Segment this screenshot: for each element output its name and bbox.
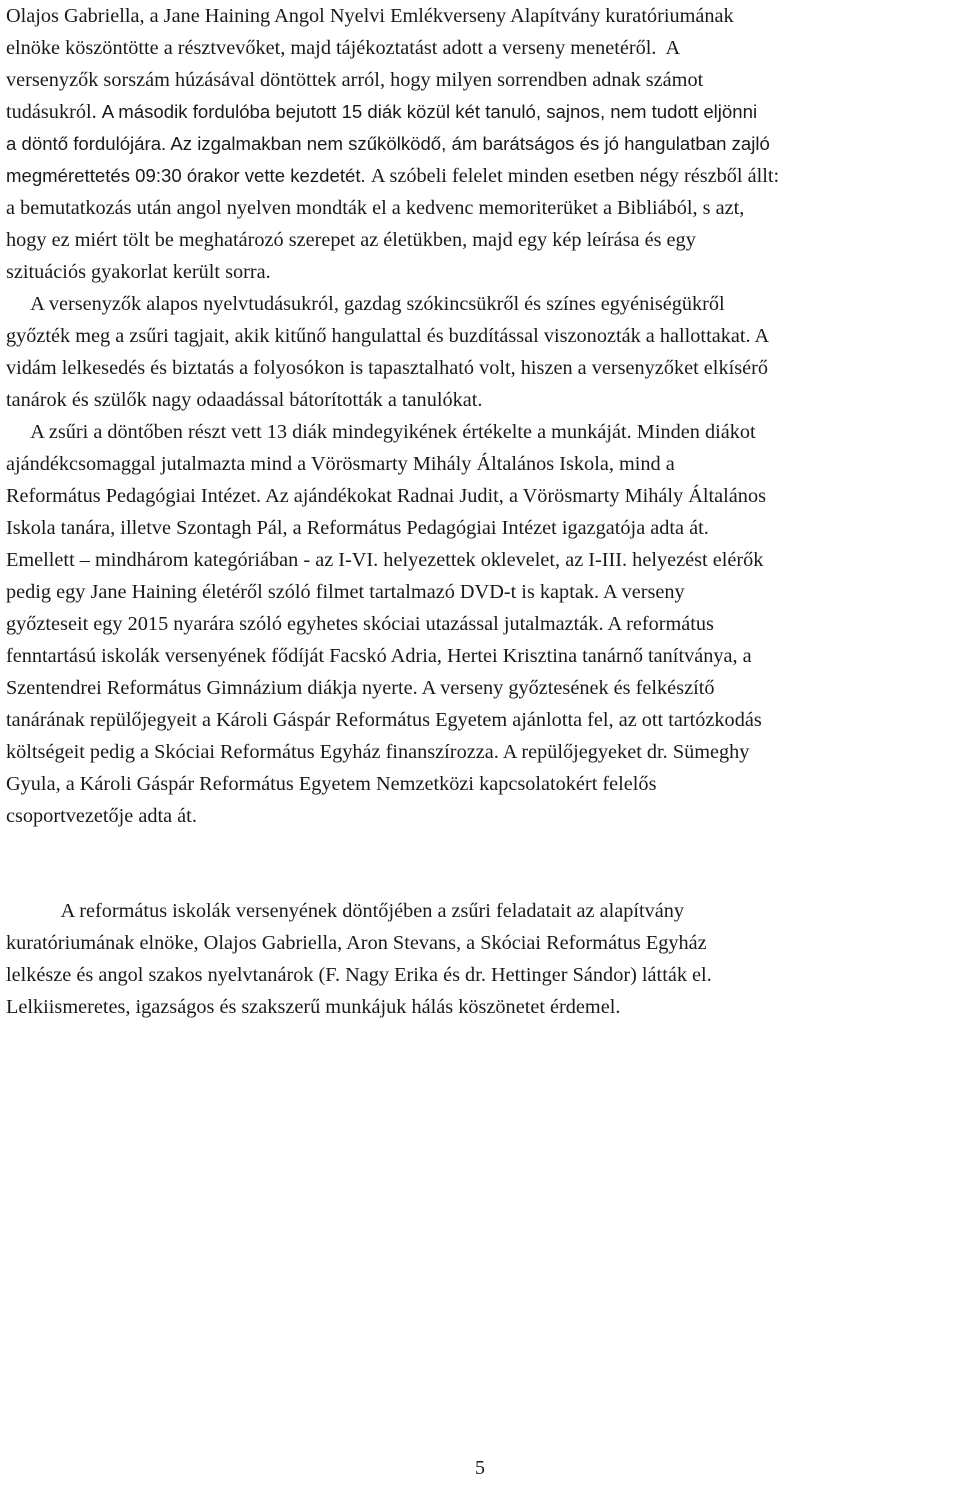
text-segment: győzték meg a zsűri tagjait, akik kitűnő hangulattal és buzdítással viszonozták a hallottakat. A (6, 325, 770, 347)
text-line (6, 256, 271, 288)
text-line (6, 352, 768, 384)
text-line (6, 608, 714, 640)
text-segment: Emellett – mindhárom kategóriában - az I-VI. helyezettek oklevelet, az I-III. helyezést elérők (6, 549, 764, 571)
text-line (6, 32, 680, 64)
text-segment: megmérettetés 09:30 órakor vette kezdetét. (6, 165, 371, 186)
text-segment: vidám lelkesedés és biztatás a folyosókon is tapasztalható volt, hiszen a versenyzőket elkísérő (6, 357, 769, 379)
text-segment: A szóbeli felelet minden esetben négy részből állt: (370, 165, 780, 187)
text-line (6, 224, 696, 256)
text-segment: kuratóriumának elnöke, Olajos Gabriella, Aron Stevans, a Skóciai Református Egyház (6, 932, 707, 954)
text-segment: tanárok és szülők nagy odaadással bátorították a tanulókat. (6, 389, 483, 411)
text-line (6, 544, 763, 576)
text-line (6, 448, 675, 480)
text-segment: A zsűri a döntőben részt vett 13 diák mindegyikének értékelte a munkáját. Minden diákot (6, 421, 756, 443)
text-segment: Iskola tanára, illetve Szontagh Pál, a Református Pedagógiai Intézet igazgatója adta át. (6, 517, 709, 539)
text-segment: Lelkiismeretes, igazságos és szakszerű munkájuk hálás köszönetet érdemel. (6, 996, 621, 1018)
text-segment: pedig egy Jane Haining életéről szóló filmet tartalmazó DVD-t is kaptak. A verseny (6, 581, 685, 603)
text-line (6, 192, 744, 224)
text-segment: Szentendrei Református Gimnázium diákja nyerte. A verseny győztesének és felkészítő (6, 677, 715, 699)
text-line (6, 288, 725, 320)
text-line (6, 768, 656, 800)
text-line (6, 320, 769, 352)
text-segment: szituációs gyakorlat került sorra. (6, 261, 271, 283)
text-segment: költségeit pedig a Skóciai Református Egyház finanszírozza. A repülőjegyeket dr. Sümeghy (6, 741, 750, 763)
text-segment: ajándékcsomaggal jutalmazta mind a Vörösmarty Mihály Általános Iskola, mind a (6, 453, 675, 475)
text-line (6, 64, 703, 96)
text-line (6, 576, 685, 608)
text-segment: a bemutatkozás után angol nyelven mondták el a kedvenc memoriterüket a Bibliából, s azt, (6, 197, 745, 219)
text-segment: csoportvezetője adta át. (6, 805, 197, 827)
text-line (6, 0, 734, 32)
text-segment: A református iskolák versenyének döntőjében a zsűri feladatait az alapítvány (6, 900, 685, 922)
text-segment: A második fordulóba bejutott 15 diák közül két tanuló, sajnos, nem tudott eljönni (101, 101, 758, 122)
text-segment: győzteseit egy 2015 nyarára szóló egyhetes skóciai utazással jutalmazták. A református (6, 613, 714, 635)
text-line (6, 416, 756, 448)
page-number: 5 (475, 1457, 485, 1479)
text-segment: tanárának repülőjegyeit a Károli Gáspár Református Egyetem ajánlotta fel, az ott tartózkodás (6, 709, 762, 731)
text-line (6, 160, 779, 192)
text-line (6, 640, 752, 672)
text-segment: Olajos Gabriella, a Jane Haining Angol Nyelvi Emlékverseny Alapítvány kuratóriumának (6, 5, 734, 27)
text-line (6, 512, 709, 544)
text-line (6, 736, 749, 768)
text-line (6, 704, 762, 736)
text-line (6, 991, 620, 1023)
text-line (6, 480, 766, 512)
text-segment: fenntartású iskolák versenyének fődíját Facskó Adria, Hertei Krisztina tanárnő tanítványa, a (6, 645, 752, 667)
text-segment: elnöke köszöntötte a résztvevőket, majd tájékoztatást adott a verseny menetéről. A (6, 37, 681, 59)
text-line (6, 895, 684, 927)
text-line (6, 96, 757, 128)
text-line (6, 959, 712, 991)
text-segment: lelkésze és angol szakos nyelvtanárok (F. Nagy Erika és dr. Hettinger Sándor) látták el. (6, 964, 712, 986)
text-line (6, 927, 707, 959)
text-segment: Református Pedagógiai Intézet. Az ajándékokat Radnai Judit, a Vörösmarty Mihály Általános (6, 485, 766, 507)
text-segment: hogy ez miért tölt be meghatározó szerepet az életükben, majd egy kép leírása és egy (6, 229, 696, 251)
text-segment: A versenyzők alapos nyelvtudásukról, gazdag szókincsükről és színes egyéniségükről (6, 293, 725, 315)
text-line (6, 672, 715, 704)
text-segment: tudásukról. (6, 101, 102, 123)
text-segment: versenyzők sorszám húzásával döntöttek arról, hogy milyen sorrendben adnak számot (6, 69, 704, 91)
text-line (6, 128, 770, 160)
text-segment: Gyula, a Károli Gáspár Református Egyetem Nemzetközi kapcsolatokért felelős (6, 773, 657, 795)
text-segment: a döntő fordulójára. Az izgalmakban nem szűkölködő, ám barátságos és jó hangulatban zajló (6, 133, 770, 154)
text-line (6, 384, 482, 416)
text-line (6, 800, 197, 832)
